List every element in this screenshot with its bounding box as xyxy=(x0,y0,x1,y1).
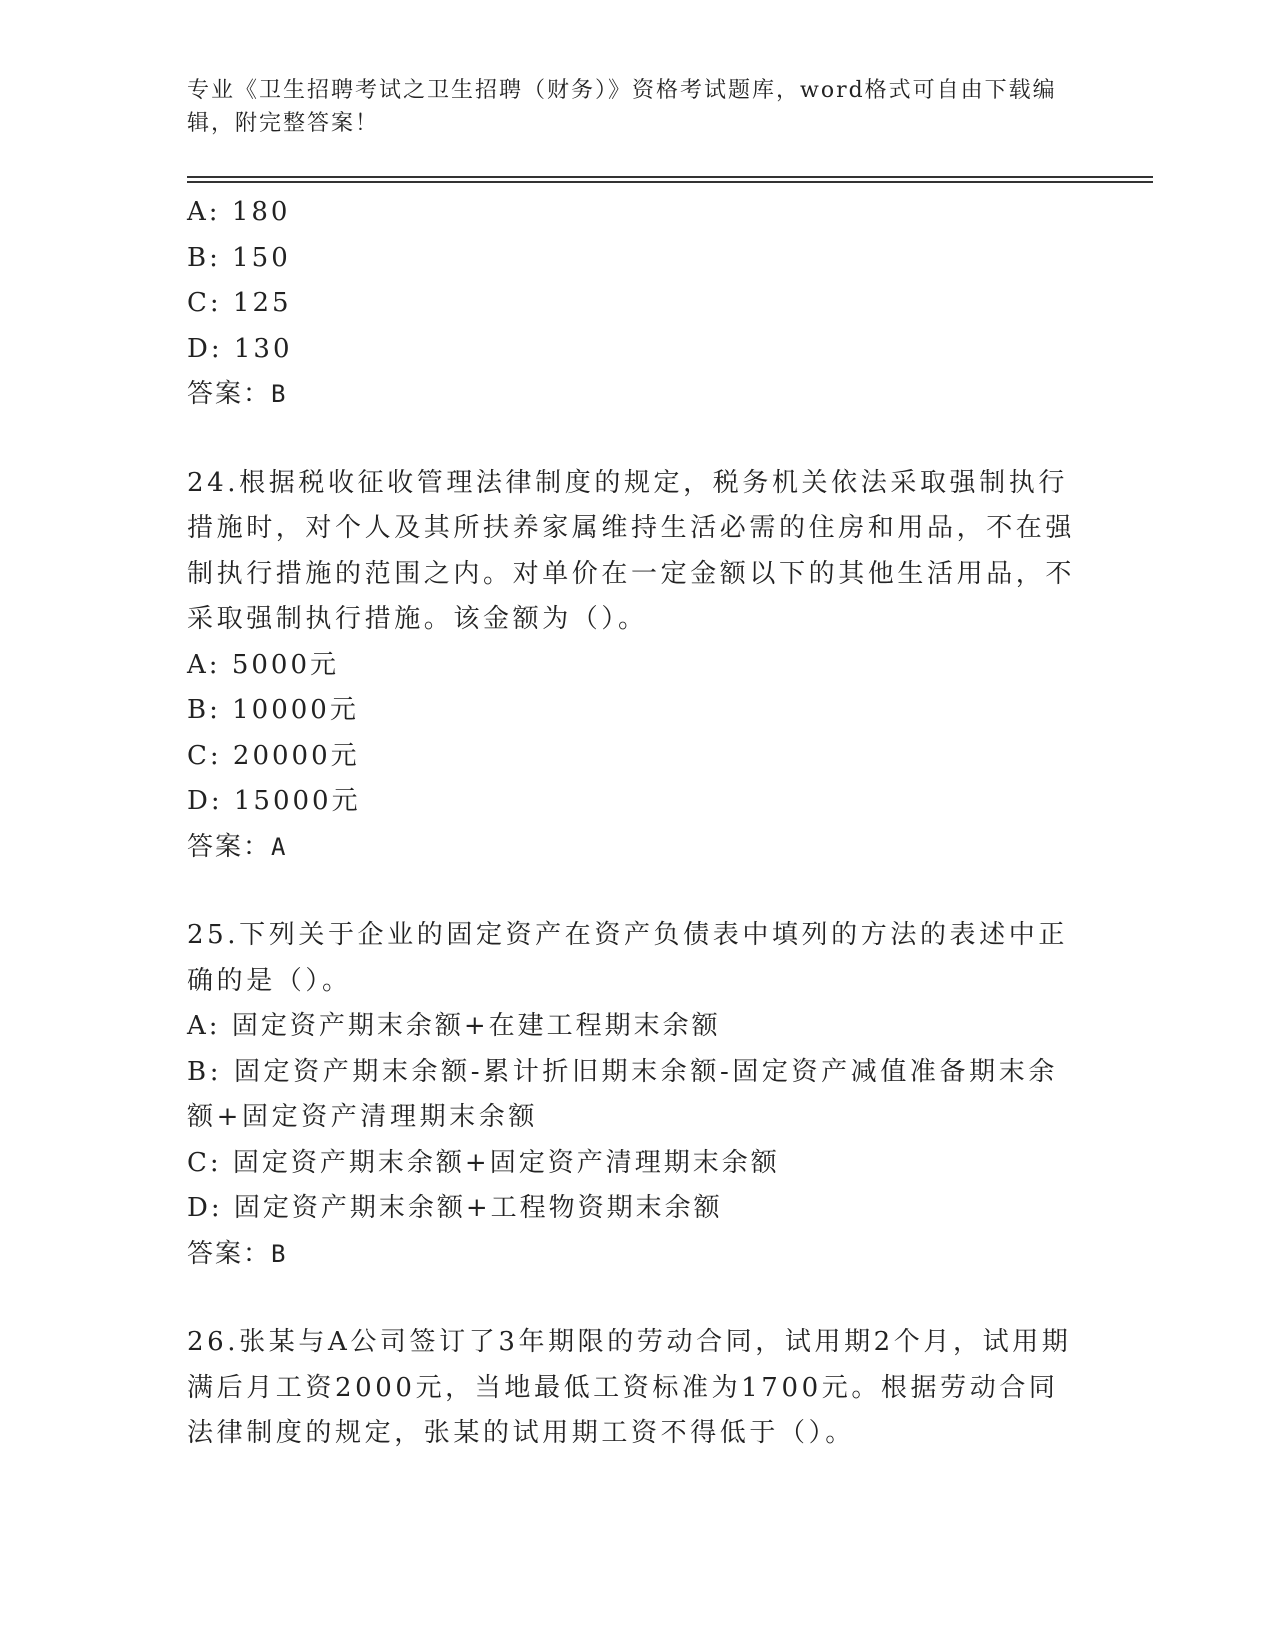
document-body xyxy=(187,190,1087,1457)
answer-line xyxy=(187,1232,1087,1278)
answer-line xyxy=(187,372,1087,418)
option-a xyxy=(187,190,1087,236)
option-label: B: xyxy=(187,242,221,273)
option-text: 10000元 xyxy=(232,695,359,725)
prev-question-block xyxy=(187,190,1087,418)
option-a xyxy=(187,643,1087,689)
spacer xyxy=(187,418,1087,461)
question-26 xyxy=(187,1320,1087,1457)
spacer xyxy=(187,1277,1087,1320)
option-b xyxy=(187,1050,1077,1141)
option-b xyxy=(187,236,1087,282)
option-label: C: xyxy=(187,1147,222,1178)
option-label: B: xyxy=(187,1056,223,1087)
option-label: D: xyxy=(187,1193,223,1223)
option-text: 20000元 xyxy=(232,740,360,771)
answer-label: 答案： xyxy=(187,379,272,409)
option-label: D: xyxy=(187,333,223,364)
header-text: 专业《卫生招聘考试之卫生招聘（财务）》资格考试题库，word格式可自由下载编辑，附完整答案！ xyxy=(187,78,1057,136)
option-a xyxy=(187,1004,1087,1050)
answer-value: B xyxy=(271,380,288,408)
option-text: 15000元 xyxy=(233,786,361,816)
option-c xyxy=(187,1141,1087,1187)
spacer xyxy=(187,870,1087,913)
option-text: 180 xyxy=(231,197,291,227)
option-text: 固定资产期末余额+固定资产清理期末余额 xyxy=(232,1147,780,1178)
option-label: B: xyxy=(187,695,221,725)
option-text: 150 xyxy=(232,242,291,273)
page-header xyxy=(187,74,1087,140)
option-label: D: xyxy=(187,786,223,816)
option-c xyxy=(187,734,1087,780)
option-text: 固定资产期末余额-累计折旧期末余额-固定资产减值准备期末余额+固定资产清理期末余额 xyxy=(187,1056,1058,1132)
question-25 xyxy=(187,913,1087,1277)
option-b xyxy=(187,688,1087,734)
option-d xyxy=(187,779,1087,825)
option-text: 5000元 xyxy=(231,649,339,680)
option-c xyxy=(187,281,1087,327)
header-divider xyxy=(187,176,1153,178)
answer-value: A xyxy=(271,832,288,861)
option-label: A: xyxy=(187,197,221,227)
option-text: 固定资产期末余额+工程物资期末余额 xyxy=(233,1193,723,1223)
answer-line xyxy=(187,825,1087,871)
option-d xyxy=(187,327,1087,373)
option-text: 130 xyxy=(233,333,293,364)
option-label: C: xyxy=(187,288,222,318)
option-text: 125 xyxy=(232,288,292,318)
answer-label: 答案： xyxy=(187,831,272,862)
option-text: 固定资产期末余额+在建工程期末余额 xyxy=(231,1011,721,1041)
option-label: A: xyxy=(187,649,221,680)
question-text: 26.张某与A公司签订了3年期限的劳动合同，试用期2个月，试用期满后月工资2000元，当地最低工资标准为1700元。根据劳动合同法律制度的规定，张某的试用期工资不得低于（）。 xyxy=(187,1327,1072,1448)
question-24 xyxy=(187,461,1087,871)
question-text: 24.根据税收征收管理法律制度的规定，税务机关依法采取强制执行措施时，对个人及其所扶养家属维持生活必需的住房和用品，不在强制执行措施的范围之内。对单价在一定金额以下的其他生活用品，不采取强制执行措施。该金额为（）。 xyxy=(187,467,1076,634)
option-d xyxy=(187,1186,1087,1232)
header-divider-secondary xyxy=(187,181,1153,183)
question-text: 25.下列关于企业的固定资产在资产负债表中填列的方法的表述中正确的是（）。 xyxy=(187,920,1068,996)
option-label: A: xyxy=(187,1011,221,1041)
answer-value: B xyxy=(271,1239,288,1268)
option-label: C: xyxy=(187,740,222,771)
answer-label: 答案： xyxy=(187,1238,272,1269)
